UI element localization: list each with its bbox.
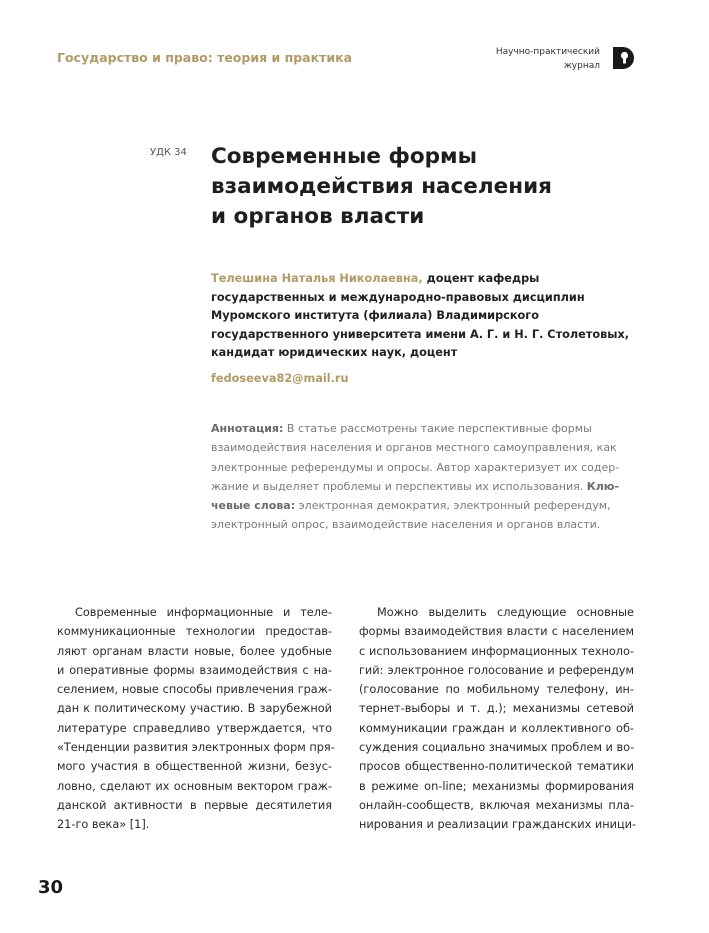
title-line: и органов власти [211, 204, 425, 229]
body-line: коммуникации граждан и коллективного об- [359, 721, 634, 735]
body-line: ловно, сделают их основным вектором граж- [57, 779, 332, 793]
body-line: литературе справедливо утверждается, что [57, 721, 332, 735]
body-right-column [359, 603, 637, 835]
abstract-text: взаимодействия населения и органов местного самоуправления, как [211, 441, 617, 455]
title-line: Современные формы [211, 144, 478, 169]
body-line: суждения социально значимых проблем и во- [359, 741, 635, 755]
author-name: Телешина Наталья Николаевна, [211, 272, 423, 285]
body-line: дан к политическому участию. В зарубежной [57, 702, 332, 716]
body-line: гий: электронное голосование и референдум [359, 663, 634, 677]
abstract-text: жание и выделяет проблемы и перспективы их использования. [211, 479, 587, 493]
body-line: онлайн-сообществ, включая механизмы пла- [359, 798, 634, 812]
body-line: коммуникационные технологии предостав- [57, 625, 332, 639]
page-number: 30 [38, 877, 64, 898]
body-line: ляют органам власти новые, более удобные [57, 644, 332, 658]
body-line: нирования и реализации гражданских иници- [359, 818, 637, 832]
author-details-line: Муромского института (филиала) Владимирского [211, 309, 539, 322]
journal-title: Государство и право: теория и практика [57, 50, 353, 65]
keywords-text: электронная демократия, электронный референдум, [295, 499, 611, 513]
journal-type-line1: Научно-практический [495, 47, 600, 57]
body-line: тернет-выборы и т. д.); механизмы сетевой [359, 702, 634, 716]
udk-code: УДК 34 [150, 147, 187, 158]
abstract-label: Аннотация: [211, 422, 284, 435]
body-left-column [57, 603, 335, 835]
body-line: формы взаимодействия власти с населением [359, 625, 634, 639]
body-line: Современные информационные и теле- [75, 606, 332, 619]
body-line: с использованием информационных техноло- [359, 644, 634, 658]
publisher-logo-icon [612, 46, 636, 70]
abstract-text: электронные референдумы и опросы. Автор характеризует их содер- [211, 460, 620, 474]
journal-type-line2: журнал [563, 61, 600, 71]
keywords-label: Клю- [586, 479, 620, 493]
body-line: селением, новые способы привлечения граж- [57, 683, 332, 697]
author-details-line: государственного университета имени А. Г. и Н. Г. Столетовых, [211, 327, 630, 341]
abstract-text: В статье рассмотрены такие перспективные формы [283, 422, 592, 435]
keywords-label: чевые слова: [211, 499, 296, 513]
body-line: «Тенденции развития электронных форм пря- [57, 741, 335, 755]
title-line: взаимодействия населения [211, 174, 552, 199]
body-line: просов общественно-политической тематики [359, 760, 634, 774]
body-line: 21-го века» [1]. [57, 818, 150, 832]
body-line: Можно выделить следующие основные [377, 606, 634, 619]
author-info [211, 270, 651, 363]
body-line: мого участия в общественной жизни, безус- [57, 760, 332, 774]
body-line: и оперативные формы взаимодействия с на- [57, 663, 332, 677]
abstract [211, 419, 631, 535]
article-title [211, 142, 651, 232]
author-position: доцент кафедры [422, 272, 540, 285]
author-details-line: государственных и международно-правовых дисциплин [211, 290, 585, 304]
author-details-line: кандидат юридических наук, доцент [211, 346, 458, 359]
keywords-text: электронный опрос, взаимодействие населения и органов власти. [211, 518, 601, 532]
body-line: в режиме on-line; механизмы формирования [359, 779, 634, 793]
body-line: (голосование по мобильному телефону, ин- [359, 683, 634, 697]
body-line: данской активности в первые десятилетия [57, 798, 332, 812]
author-email[interactable]: fedoseeva82@mail.ru [211, 372, 349, 385]
journal-type [440, 45, 600, 73]
